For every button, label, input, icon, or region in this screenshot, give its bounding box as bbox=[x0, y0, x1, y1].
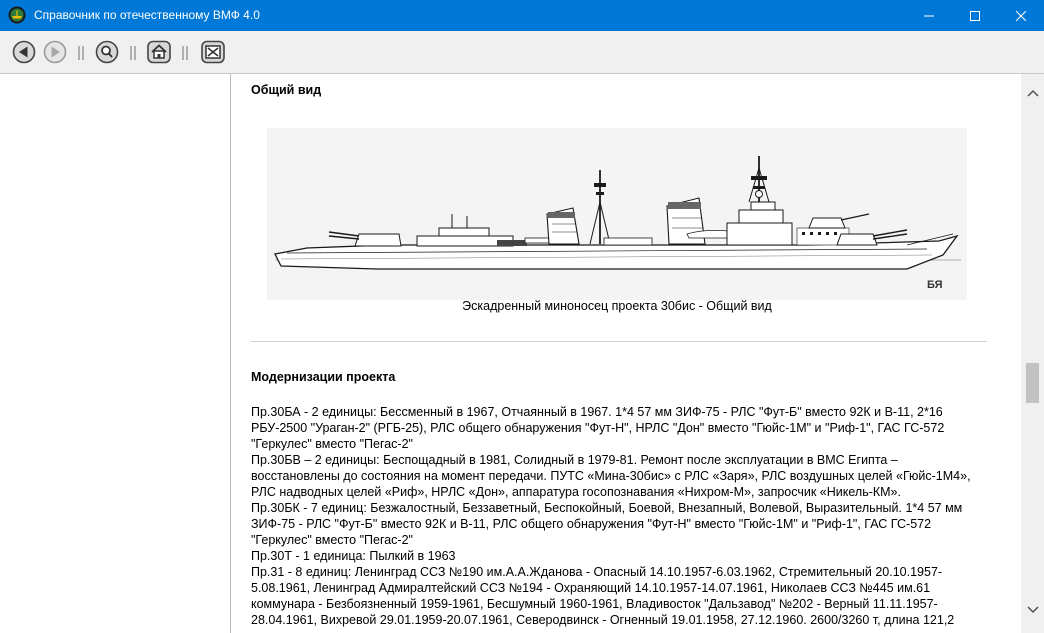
window-title: Справочник по отечественному ВМФ 4.0 bbox=[34, 8, 260, 22]
minimize-icon bbox=[924, 11, 934, 21]
section-title-general-view: Общий вид bbox=[251, 83, 322, 97]
paragraph-31: Пр.31 - 8 единиц: Ленинград ССЗ №190 им.А.А.Жданова - Опасный 14.10.1957-6.03.1962, Стремительный 20.10.1957-5.08.1961, Ленинград Адмиралтейский ССЗ №194 - Охраняющий 14.10.1957-14.07.1961, Николаев ССЗ №445 им.61 коммунара - Безбоязненный 1959-1961, Бесшумный 1960-1961, Владивосток "Дальзавод" №202 - Верный 11.11.1957-28.04.1961, Вихревой 29.01.1959-20.07.1961, Северодвинск - Огненный 19.01.1958, 27.12.1960. 2600/3260 т, длина 121,2 bbox=[251, 565, 955, 627]
close-icon bbox=[1016, 11, 1026, 21]
chevron-down-icon bbox=[1027, 606, 1039, 614]
maximize-icon bbox=[970, 11, 980, 21]
toolbar bbox=[0, 31, 1044, 74]
modernizations-text bbox=[251, 404, 987, 628]
vertical-scrollbar[interactable] bbox=[1021, 74, 1044, 633]
toolbar-separator-icon bbox=[181, 46, 189, 60]
minimize-button[interactable] bbox=[906, 0, 952, 31]
toolbar-separator-icon bbox=[129, 46, 137, 60]
section-title-modernizations: Модернизации проекта bbox=[251, 370, 396, 384]
toolbar-separator-icon bbox=[77, 46, 85, 60]
scroll-up-button[interactable] bbox=[1021, 82, 1044, 104]
ship-caption: Эскадренный миноносец проекта 30бис - Общий вид bbox=[462, 299, 772, 313]
paragraph-30t: Пр.30Т - 1 единица: Пылкий в 1963 bbox=[251, 549, 456, 563]
paragraph-30bk: Пр.30БК - 7 единиц: Безжалостный, Беззаветный, Беспокойный, Боевой, Внезапный, Волевой, Выразительный. 1*4 57 мм ЗИФ-75 - РЛС "Фут-Б" вместо 92К и В-11, РЛС общего обнаружения "Фут-Н" вместо "Гюйс-1М" и "Риф-1", ГАС ГС-572 "Геркулес" вместо "Пегас-2" bbox=[251, 501, 963, 547]
title-bar bbox=[0, 0, 1044, 31]
ship-drawing bbox=[267, 128, 967, 305]
exit-icon bbox=[200, 40, 226, 64]
paragraph-30ba: Пр.30БА - 2 единицы: Бессменный в 1967, Отчаянный в 1967. 1*4 57 мм ЗИФ-75 - РЛС "Фут-Б" вместо 92К и В-11, 2*16 РБУ-2500 "Ураган-2" (РГБ-25), РЛС общего обнаружения "Фут-Н", НРЛС "Дон" вместо "Гюйс-1М" и "Риф-1", ГАС ГС-572 "Геркулес" вместо "Пегас-2" bbox=[251, 405, 945, 451]
chevron-up-icon bbox=[1027, 89, 1039, 97]
navigation-pane[interactable] bbox=[0, 74, 231, 633]
back-arrow-icon bbox=[11, 40, 37, 64]
forward-arrow-icon bbox=[42, 40, 68, 64]
close-button[interactable] bbox=[998, 0, 1044, 31]
paragraph-30bv: Пр.30БВ – 2 единицы: Беспощадный в 1981, Солидный в 1979-81. Ремонт после эксплуатации в ВМС Египта – восстановлены до состояния на момент передачи. ПУТС «Мина-30бис» с РЛС «Заря», РЛС воздушных целей «Гюйс-1М4», РЛС надводных целей «Риф», НРЛС «Дон», аппаратура госопознавания «Нихром-М», запросчик «Никель-КМ». bbox=[251, 453, 971, 499]
home-icon bbox=[146, 40, 172, 64]
back-button[interactable] bbox=[11, 40, 37, 64]
forward-button[interactable] bbox=[42, 40, 68, 64]
search-icon bbox=[94, 40, 120, 64]
section-divider bbox=[251, 341, 987, 342]
scrollbar-thumb[interactable] bbox=[1026, 363, 1039, 403]
scroll-down-button[interactable] bbox=[1021, 599, 1044, 621]
exit-button[interactable] bbox=[200, 40, 226, 64]
home-button[interactable] bbox=[146, 40, 172, 64]
app-icon bbox=[8, 6, 26, 24]
drawing-signature: БЯ bbox=[927, 279, 943, 291]
search-button[interactable] bbox=[94, 40, 120, 64]
maximize-button[interactable] bbox=[952, 0, 998, 31]
content-pane bbox=[231, 74, 1021, 633]
